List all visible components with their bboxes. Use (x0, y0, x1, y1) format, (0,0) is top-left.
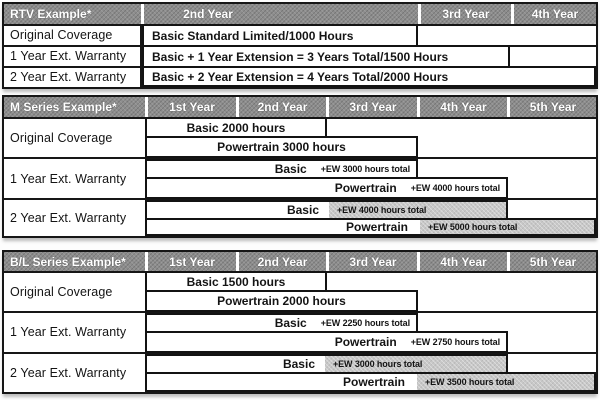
year-header-cell: 4th Year (420, 252, 507, 271)
table-title-m-series: M Series Example* (4, 97, 145, 117)
coverage-bar-label: Basic + 2 Year Extension = 4 Years Total/2000 Hours (152, 69, 449, 84)
year-header-cell: 1st Year (148, 252, 236, 271)
ew-hours-note: +EW 2750 hours total (410, 337, 500, 347)
coverage-bar-label: Basic Standard Limited/1000 Hours (152, 28, 354, 43)
year-header-cell: 2nd Year (239, 252, 326, 271)
table-title-bl-series: B/L Series Example* (4, 252, 145, 271)
year-header-cell: 3rd Year (329, 97, 417, 117)
coverage-bar-label: Basic 2000 hours (186, 120, 286, 135)
coverage-bar-label: Powertrain 3000 hours (217, 140, 346, 154)
year-header-cell: 5th Year (510, 252, 596, 271)
row-label-1yr-ext: 1 Year Ext. Warranty (10, 49, 127, 63)
row-label-original-coverage: Original Coverage (10, 284, 113, 299)
ew-hours-note: +EW 4000 hours total (410, 183, 500, 193)
coverage-bar-label: Basic (282, 357, 315, 371)
coverage-bar-label: Powertrain 2000 hours (217, 294, 346, 308)
year-header-label: 2nd Year (183, 7, 233, 21)
year-header-cell: 3rd Year (421, 4, 511, 24)
ew-hours-note: +EW 3000 hours total (333, 359, 423, 369)
year-header-cell: 4th Year (420, 97, 507, 117)
coverage-bar-basic-standard (142, 24, 418, 47)
coverage-bar-powertrain-extended (145, 218, 596, 236)
year-header-cell (144, 4, 418, 24)
coverage-bar-label: Basic (286, 203, 319, 217)
ew-hours-note: +EW 3500 hours total (425, 377, 515, 387)
warranty-table-bl-series (2, 250, 598, 394)
row-label-original-coverage: Original Coverage (10, 131, 113, 145)
year-header-cell: 3rd Year (329, 252, 417, 271)
ew-hours-note: +EW 2250 hours total (320, 318, 410, 328)
year-header-cell: 5th Year (510, 97, 596, 117)
row-label-2yr-ext: 2 Year Ext. Warranty (10, 211, 127, 225)
coverage-bar-label: Powertrain (334, 181, 397, 195)
coverage-bar-basic-extended (145, 200, 508, 220)
coverage-bar-label: Powertrain (342, 375, 405, 389)
coverage-bar-powertrain (145, 331, 508, 353)
row-label-2yr-ext: 2 Year Ext. Warranty (10, 365, 127, 380)
coverage-bar-2yr-extension (142, 66, 596, 87)
coverage-bar-powertrain (145, 177, 508, 199)
coverage-bar-basic (145, 313, 418, 333)
coverage-bar-1yr-extension (142, 45, 510, 68)
coverage-bar-label: Powertrain (345, 220, 408, 234)
coverage-bar-label: Basic 1500 hours (186, 274, 286, 289)
year-header-cell: 4th Year (514, 4, 596, 24)
coverage-bar-powertrain (145, 136, 418, 158)
coverage-bar-label: Basic (274, 316, 307, 330)
row-label-1yr-ext: 1 Year Ext. Warranty (10, 325, 127, 339)
row-label-2yr-ext: 2 Year Ext. Warranty (10, 70, 127, 84)
coverage-bar-powertrain-extended (145, 372, 596, 392)
ew-hours-note: +EW 4000 hours total (337, 205, 427, 215)
coverage-bar-label: Basic + 1 Year Extension = 3 Years Total/1500 Hours (152, 49, 449, 64)
ew-hours-note: +EW 3000 hours total (320, 164, 410, 174)
coverage-bar-basic (145, 159, 418, 179)
coverage-bar-basic (145, 271, 327, 292)
year-header-cell: 2nd Year (239, 97, 326, 117)
year-header-cell: 1st Year (148, 97, 236, 117)
coverage-bar-label: Powertrain (334, 335, 397, 349)
coverage-bar-label: Basic (274, 162, 307, 176)
coverage-bar-powertrain (145, 290, 418, 312)
coverage-bar-basic (145, 117, 327, 138)
coverage-bar-basic-extended (145, 354, 508, 374)
warranty-table-rtv (2, 2, 598, 89)
warranty-table-m-series (2, 95, 598, 238)
ew-hours-note: +EW 5000 hours total (428, 222, 518, 232)
table-title-rtv: RTV Example* (4, 4, 141, 24)
row-label-original-coverage: Original Coverage (10, 28, 113, 42)
row-label-1yr-ext: 1 Year Ext. Warranty (10, 171, 127, 186)
